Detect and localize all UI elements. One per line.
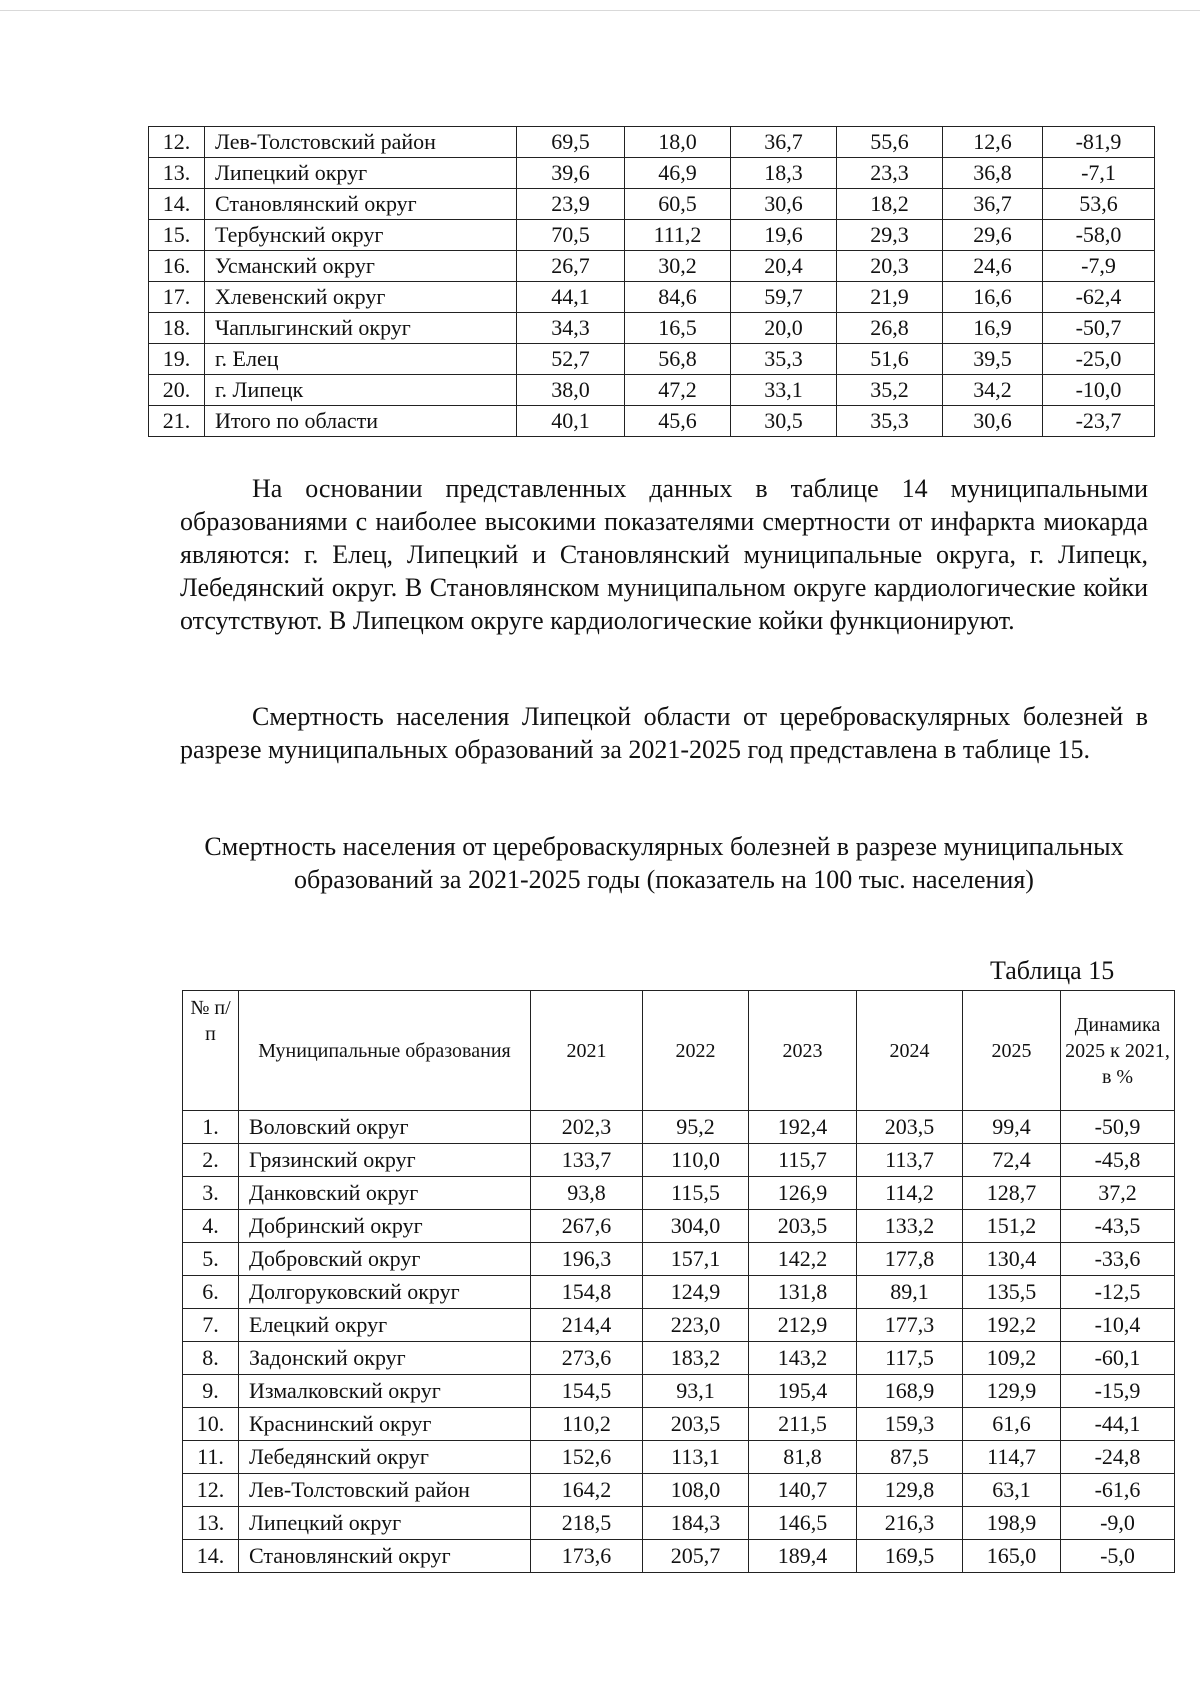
cell-municipality: Задонский округ <box>239 1342 531 1375</box>
paragraph-intro-table-15 <box>180 700 1148 766</box>
cell-2023: 203,5 <box>749 1210 857 1243</box>
cell-num: 16. <box>149 251 205 282</box>
cell-num: 1. <box>183 1111 239 1144</box>
cell-num: 12. <box>183 1474 239 1507</box>
cell-num: 9. <box>183 1375 239 1408</box>
cell-num: 4. <box>183 1210 239 1243</box>
header-2021: 2021 <box>531 991 643 1111</box>
paragraph-intro-text: Смертность населения Липецкой области от цереброваскулярных болезней в разрезе муниципальных образований за 2021-2025 год представлена в таблице 15. <box>180 702 1148 764</box>
cell-2021: 110,2 <box>531 1408 643 1441</box>
table-row <box>149 127 1155 158</box>
cell-2024: 87,5 <box>857 1441 963 1474</box>
table-15-header-row <box>183 991 1175 1111</box>
table-row <box>149 282 1155 313</box>
cell-2023: 142,2 <box>749 1243 857 1276</box>
cell-2025: 34,2 <box>943 375 1043 406</box>
scan-top-edge <box>0 10 1200 11</box>
cell-2023: 30,6 <box>731 189 837 220</box>
cell-2025: 63,1 <box>963 1474 1061 1507</box>
cell-2025: 61,6 <box>963 1408 1061 1441</box>
cell-2024: 203,5 <box>857 1111 963 1144</box>
cell-2024: 26,8 <box>837 313 943 344</box>
cell-2021: 218,5 <box>531 1507 643 1540</box>
table-row <box>183 1342 1175 1375</box>
cell-2025: 99,4 <box>963 1111 1061 1144</box>
cell-2021: 154,8 <box>531 1276 643 1309</box>
cell-municipality: Воловский округ <box>239 1111 531 1144</box>
cell-2021: 273,6 <box>531 1342 643 1375</box>
cell-2021: 93,8 <box>531 1177 643 1210</box>
cell-2022: 18,0 <box>625 127 731 158</box>
cell-2022: 45,6 <box>625 406 731 437</box>
cell-2021: 214,4 <box>531 1309 643 1342</box>
cell-2022: 95,2 <box>643 1111 749 1144</box>
cell-num: 8. <box>183 1342 239 1375</box>
table-row <box>183 1177 1175 1210</box>
cell-2024: 159,3 <box>857 1408 963 1441</box>
cell-2023: 19,6 <box>731 220 837 251</box>
cell-dynamics: -7,1 <box>1043 158 1155 189</box>
cell-dynamics: -33,6 <box>1061 1243 1175 1276</box>
cell-2021: 133,7 <box>531 1144 643 1177</box>
cell-dynamics: -9,0 <box>1061 1507 1175 1540</box>
cell-2022: 108,0 <box>643 1474 749 1507</box>
cell-2021: 69,5 <box>517 127 625 158</box>
cell-2024: 133,2 <box>857 1210 963 1243</box>
cell-municipality: Тербунский округ <box>205 220 517 251</box>
cell-municipality: Грязинский округ <box>239 1144 531 1177</box>
cell-num: 11. <box>183 1441 239 1474</box>
cell-dynamics: -50,9 <box>1061 1111 1175 1144</box>
cell-2022: 113,1 <box>643 1441 749 1474</box>
cell-dynamics: -50,7 <box>1043 313 1155 344</box>
cell-municipality: Добровский округ <box>239 1243 531 1276</box>
table-15 <box>182 990 1175 1573</box>
cell-2023: 143,2 <box>749 1342 857 1375</box>
paragraph-analysis <box>180 472 1148 637</box>
cell-2024: 23,3 <box>837 158 943 189</box>
cell-2024: 129,8 <box>857 1474 963 1507</box>
cell-2025: 29,6 <box>943 220 1043 251</box>
header-2022: 2022 <box>643 991 749 1111</box>
cell-2025: 30,6 <box>943 406 1043 437</box>
cell-2024: 168,9 <box>857 1375 963 1408</box>
cell-num: 2. <box>183 1144 239 1177</box>
cell-2021: 154,5 <box>531 1375 643 1408</box>
cell-2024: 35,3 <box>837 406 943 437</box>
cell-num: 10. <box>183 1408 239 1441</box>
table-row <box>183 1408 1175 1441</box>
cell-municipality: г. Елец <box>205 344 517 375</box>
table-row <box>183 1243 1175 1276</box>
cell-2024: 117,5 <box>857 1342 963 1375</box>
table-row <box>183 1540 1175 1573</box>
cell-2025: 39,5 <box>943 344 1043 375</box>
cell-dynamics: -62,4 <box>1043 282 1155 313</box>
cell-num: 13. <box>183 1507 239 1540</box>
cell-dynamics: -10,0 <box>1043 375 1155 406</box>
cell-2024: 113,7 <box>857 1144 963 1177</box>
cell-2024: 177,3 <box>857 1309 963 1342</box>
cell-2021: 26,7 <box>517 251 625 282</box>
cell-num: 15. <box>149 220 205 251</box>
cell-2023: 35,3 <box>731 344 837 375</box>
cell-2025: 16,6 <box>943 282 1043 313</box>
cell-2023: 131,8 <box>749 1276 857 1309</box>
cell-2023: 20,0 <box>731 313 837 344</box>
cell-num: 7. <box>183 1309 239 1342</box>
cell-2025: 165,0 <box>963 1540 1061 1573</box>
cell-2024: 169,5 <box>857 1540 963 1573</box>
cell-2022: 93,1 <box>643 1375 749 1408</box>
cell-2024: 20,3 <box>837 251 943 282</box>
cell-2022: 115,5 <box>643 1177 749 1210</box>
cell-2021: 23,9 <box>517 189 625 220</box>
cell-2025: 36,7 <box>943 189 1043 220</box>
cell-2025: 16,9 <box>943 313 1043 344</box>
table-15-caption: Смертность населения от цереброваскулярных болезней в разрезе муниципальных образований за 2021-2025 годы (показатель на 100 тыс. населения) <box>204 832 1124 894</box>
cell-2024: 89,1 <box>857 1276 963 1309</box>
cell-municipality: Добринский округ <box>239 1210 531 1243</box>
cell-2024: 35,2 <box>837 375 943 406</box>
cell-2021: 70,5 <box>517 220 625 251</box>
cell-municipality: Лев-Толстовский район <box>239 1474 531 1507</box>
cell-2021: 267,6 <box>531 1210 643 1243</box>
cell-2022: 157,1 <box>643 1243 749 1276</box>
table-row <box>183 1144 1175 1177</box>
cell-municipality: Лев-Толстовский район <box>205 127 517 158</box>
cell-municipality: Усманский округ <box>205 251 517 282</box>
cell-num: 5. <box>183 1243 239 1276</box>
cell-2021: 44,1 <box>517 282 625 313</box>
table-row <box>149 375 1155 406</box>
cell-2025: 36,8 <box>943 158 1043 189</box>
cell-2023: 189,4 <box>749 1540 857 1573</box>
cell-2022: 110,0 <box>643 1144 749 1177</box>
cell-municipality: Измалковский округ <box>239 1375 531 1408</box>
cell-2023: 195,4 <box>749 1375 857 1408</box>
cell-2025: 135,5 <box>963 1276 1061 1309</box>
cell-2021: 39,6 <box>517 158 625 189</box>
cell-2024: 114,2 <box>857 1177 963 1210</box>
table-15-label: Таблица 15 <box>990 956 1115 985</box>
header-num: № п/п <box>183 991 239 1111</box>
table-row <box>183 1507 1175 1540</box>
cell-dynamics: 53,6 <box>1043 189 1155 220</box>
cell-2023: 212,9 <box>749 1309 857 1342</box>
header-dynamics: Динамика 2025 к 2021, в % <box>1061 991 1175 1111</box>
table-row <box>183 1111 1175 1144</box>
cell-dynamics: -60,1 <box>1061 1342 1175 1375</box>
cell-dynamics: -24,8 <box>1061 1441 1175 1474</box>
cell-municipality: Липецкий округ <box>205 158 517 189</box>
table-row <box>149 344 1155 375</box>
table-row <box>183 1375 1175 1408</box>
cell-2025: 198,9 <box>963 1507 1061 1540</box>
table-row <box>183 1276 1175 1309</box>
cell-num: 12. <box>149 127 205 158</box>
cell-2021: 38,0 <box>517 375 625 406</box>
cell-2022: 205,7 <box>643 1540 749 1573</box>
cell-2025: 114,7 <box>963 1441 1061 1474</box>
cell-dynamics: -7,9 <box>1043 251 1155 282</box>
cell-2021: 152,6 <box>531 1441 643 1474</box>
table-row <box>149 189 1155 220</box>
cell-dynamics: -15,9 <box>1061 1375 1175 1408</box>
cell-dynamics: -43,5 <box>1061 1210 1175 1243</box>
cell-2023: 30,5 <box>731 406 837 437</box>
cell-dynamics: 37,2 <box>1061 1177 1175 1210</box>
cell-2024: 216,3 <box>857 1507 963 1540</box>
table-row <box>149 220 1155 251</box>
table-14-continuation <box>148 126 1155 437</box>
cell-2025: 24,6 <box>943 251 1043 282</box>
table-row <box>149 406 1155 437</box>
cell-municipality: Хлевенский округ <box>205 282 517 313</box>
cell-2021: 34,3 <box>517 313 625 344</box>
cell-2022: 60,5 <box>625 189 731 220</box>
cell-2022: 124,9 <box>643 1276 749 1309</box>
cell-2024: 51,6 <box>837 344 943 375</box>
cell-dynamics: -12,5 <box>1061 1276 1175 1309</box>
cell-2025: 128,7 <box>963 1177 1061 1210</box>
cell-2023: 33,1 <box>731 375 837 406</box>
cell-municipality: Липецкий округ <box>239 1507 531 1540</box>
cell-num: 14. <box>183 1540 239 1573</box>
cell-dynamics: -5,0 <box>1061 1540 1175 1573</box>
table-row <box>183 1309 1175 1342</box>
cell-2022: 16,5 <box>625 313 731 344</box>
table-row <box>149 313 1155 344</box>
cell-num: 20. <box>149 375 205 406</box>
cell-2022: 46,9 <box>625 158 731 189</box>
cell-2023: 192,4 <box>749 1111 857 1144</box>
cell-num: 14. <box>149 189 205 220</box>
cell-2024: 21,9 <box>837 282 943 313</box>
cell-2021: 52,7 <box>517 344 625 375</box>
cell-2021: 202,3 <box>531 1111 643 1144</box>
cell-2025: 192,2 <box>963 1309 1061 1342</box>
cell-municipality: Долгоруковский округ <box>239 1276 531 1309</box>
cell-municipality: Становлянский округ <box>205 189 517 220</box>
cell-2021: 196,3 <box>531 1243 643 1276</box>
paragraph-analysis-text: На основании представленных данных в таблице 14 муниципальными образованиями с наиболее высокими показателями смертности от инфаркта миокарда являются: г. Елец, Липецкий и Становлянский муниципальные округа, г. Липецк, Лебедянский округ. В Становлянском муниципальном округе кардиологические койки отсутствуют. В Липецком округе кардиологические койки функционируют. <box>180 474 1148 635</box>
cell-2025: 12,6 <box>943 127 1043 158</box>
cell-2023: 211,5 <box>749 1408 857 1441</box>
cell-2022: 223,0 <box>643 1309 749 1342</box>
cell-2023: 59,7 <box>731 282 837 313</box>
cell-municipality: Чаплыгинский округ <box>205 313 517 344</box>
cell-dynamics: -45,8 <box>1061 1144 1175 1177</box>
table-row <box>149 158 1155 189</box>
cell-municipality: Краснинский округ <box>239 1408 531 1441</box>
cell-municipality: Становлянский округ <box>239 1540 531 1573</box>
cell-dynamics: -44,1 <box>1061 1408 1175 1441</box>
table-row <box>183 1210 1175 1243</box>
cell-2021: 164,2 <box>531 1474 643 1507</box>
cell-dynamics: -58,0 <box>1043 220 1155 251</box>
cell-num: 19. <box>149 344 205 375</box>
cell-2021: 40,1 <box>517 406 625 437</box>
cell-2023: 81,8 <box>749 1441 857 1474</box>
cell-municipality: Итого по области <box>205 406 517 437</box>
cell-2025: 130,4 <box>963 1243 1061 1276</box>
cell-municipality: г. Липецк <box>205 375 517 406</box>
cell-2022: 183,2 <box>643 1342 749 1375</box>
header-2024: 2024 <box>857 991 963 1111</box>
cell-num: 18. <box>149 313 205 344</box>
cell-dynamics: -61,6 <box>1061 1474 1175 1507</box>
cell-2022: 47,2 <box>625 375 731 406</box>
table-row <box>183 1441 1175 1474</box>
cell-2022: 203,5 <box>643 1408 749 1441</box>
cell-dynamics: -25,0 <box>1043 344 1155 375</box>
cell-2024: 55,6 <box>837 127 943 158</box>
header-2023: 2023 <box>749 991 857 1111</box>
table-row <box>183 1474 1175 1507</box>
cell-2022: 84,6 <box>625 282 731 313</box>
cell-dynamics: -23,7 <box>1043 406 1155 437</box>
cell-municipality: Данковский округ <box>239 1177 531 1210</box>
cell-num: 6. <box>183 1276 239 1309</box>
cell-num: 3. <box>183 1177 239 1210</box>
cell-municipality: Лебедянский округ <box>239 1441 531 1474</box>
cell-num: 13. <box>149 158 205 189</box>
cell-2022: 304,0 <box>643 1210 749 1243</box>
table-row <box>149 251 1155 282</box>
header-2025: 2025 <box>963 991 1061 1111</box>
cell-2023: 140,7 <box>749 1474 857 1507</box>
cell-2025: 151,2 <box>963 1210 1061 1243</box>
cell-municipality: Елецкий округ <box>239 1309 531 1342</box>
cell-2023: 146,5 <box>749 1507 857 1540</box>
cell-2023: 126,9 <box>749 1177 857 1210</box>
cell-2022: 184,3 <box>643 1507 749 1540</box>
cell-2023: 18,3 <box>731 158 837 189</box>
cell-2023: 115,7 <box>749 1144 857 1177</box>
header-municipality: Муниципальные образования <box>239 991 531 1111</box>
cell-2024: 177,8 <box>857 1243 963 1276</box>
cell-2023: 20,4 <box>731 251 837 282</box>
cell-2023: 36,7 <box>731 127 837 158</box>
cell-2024: 18,2 <box>837 189 943 220</box>
cell-2025: 129,9 <box>963 1375 1061 1408</box>
cell-num: 21. <box>149 406 205 437</box>
cell-2022: 56,8 <box>625 344 731 375</box>
cell-2022: 111,2 <box>625 220 731 251</box>
cell-dynamics: -81,9 <box>1043 127 1155 158</box>
cell-2025: 72,4 <box>963 1144 1061 1177</box>
cell-2021: 173,6 <box>531 1540 643 1573</box>
cell-2025: 109,2 <box>963 1342 1061 1375</box>
cell-dynamics: -10,4 <box>1061 1309 1175 1342</box>
cell-2024: 29,3 <box>837 220 943 251</box>
cell-num: 17. <box>149 282 205 313</box>
cell-2022: 30,2 <box>625 251 731 282</box>
